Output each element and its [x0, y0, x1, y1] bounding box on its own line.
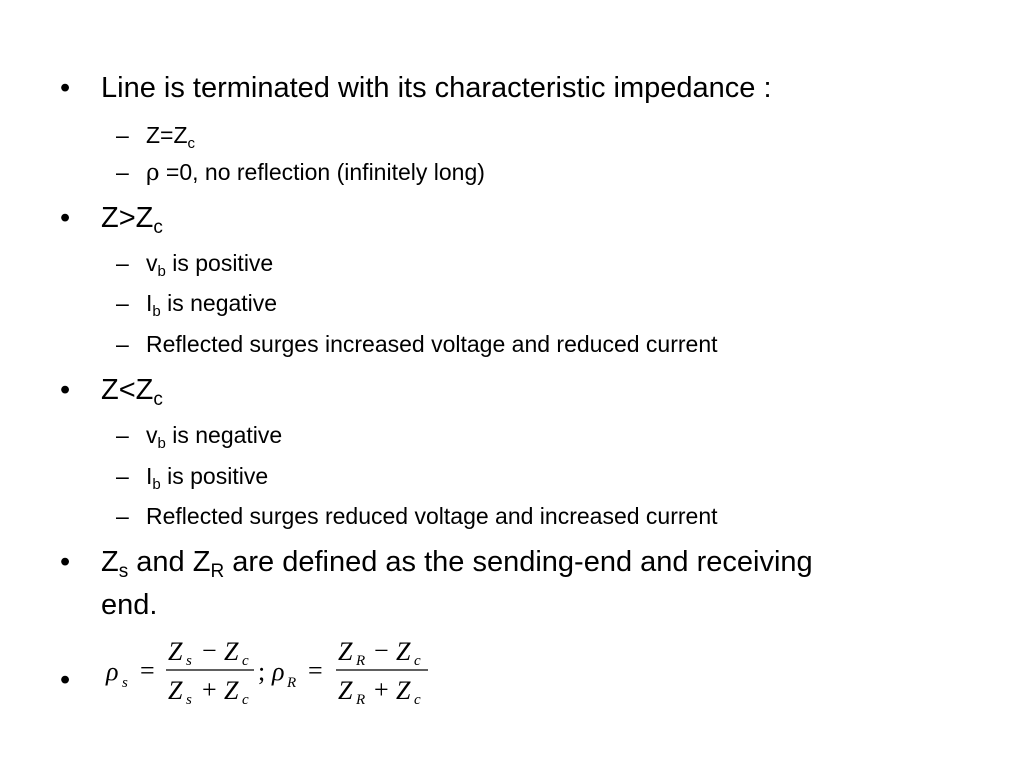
sub-s: s: [186, 653, 192, 669]
dash-marker: –: [116, 503, 129, 529]
var-i: I: [146, 463, 153, 489]
bullet-3-main: Z<Z: [101, 374, 154, 406]
sub-r: R: [287, 675, 297, 691]
subscript-b: b: [157, 263, 166, 280]
equals-sign: =: [308, 656, 323, 685]
var-z: Z: [168, 676, 183, 705]
var-z: Z: [168, 637, 183, 666]
sub-text: Reflected surges increased voltage and reduced current: [146, 331, 718, 357]
bullet-marker: •: [60, 374, 71, 406]
dash-marker: –: [116, 290, 129, 316]
subscript-b: b: [152, 303, 161, 320]
bullet-marker: •: [60, 202, 71, 234]
sub-text: Reflected surges reduced voltage and increased current: [146, 503, 718, 529]
dash-marker: –: [116, 250, 129, 276]
sub-text: is negative: [165, 422, 283, 448]
semicolon: ;: [258, 657, 266, 686]
var-z: Z: [338, 676, 353, 705]
var-v: v: [146, 250, 158, 276]
var-v: v: [146, 422, 158, 448]
dash-marker: –: [116, 422, 129, 448]
var-z: Z: [224, 637, 239, 666]
sub-c: c: [414, 653, 421, 669]
equals-sign: =: [140, 656, 155, 685]
minus-sign: −: [202, 636, 217, 665]
var-i: I: [146, 290, 153, 316]
sub-2-text: =0, no reflection (infinitely long): [159, 159, 485, 185]
sub-c: c: [242, 692, 249, 708]
bullet-marker: •: [60, 664, 71, 696]
sub-text: is positive: [165, 250, 274, 276]
var-z: Z: [101, 546, 119, 578]
plus-sign: +: [202, 675, 217, 704]
rho-s: ρ: [106, 657, 119, 686]
rho-r: ρ: [272, 657, 285, 686]
reflection-coefficient-formula: [100, 632, 440, 712]
subscript-b: b: [157, 435, 166, 452]
sub-c: c: [242, 653, 249, 669]
subscript-c: c: [187, 135, 196, 152]
bullet-1-text: Line is terminated with its characteristic impedance :: [101, 72, 772, 104]
rho-symbol: ρ: [146, 160, 160, 186]
var-z: Z: [396, 637, 411, 666]
sub-r: R: [356, 692, 366, 708]
bullet-marker: •: [60, 546, 71, 578]
dash-marker: –: [116, 159, 129, 185]
bullet-4-text: are defined as the sending-end and receiving: [224, 546, 813, 578]
subscript-c: c: [153, 389, 163, 410]
bullet-marker: •: [60, 72, 71, 104]
sub-text: is positive: [160, 463, 269, 489]
sub-s: s: [186, 692, 192, 708]
sub-text: is negative: [160, 290, 278, 316]
bullet-2-main: Z>Z: [101, 202, 154, 234]
bullet-4-text-cont: end.: [101, 589, 158, 621]
sub-c: c: [414, 692, 421, 708]
var-z: Z: [224, 676, 239, 705]
minus-sign: −: [374, 636, 389, 665]
dash-marker: –: [116, 122, 129, 148]
subscript-c: c: [153, 217, 163, 238]
sub-1-main: Z=Z: [146, 122, 188, 148]
plus-sign: +: [374, 675, 389, 704]
var-z: Z: [338, 637, 353, 666]
sub-r: R: [356, 653, 366, 669]
subscript-s: s: [118, 561, 129, 582]
dash-marker: –: [116, 463, 129, 489]
sub-s: s: [122, 675, 128, 691]
subscript-b: b: [152, 476, 161, 493]
dash-marker: –: [116, 331, 129, 357]
text-and: and Z: [128, 546, 211, 578]
subscript-r: R: [210, 561, 225, 582]
var-z: Z: [396, 676, 411, 705]
